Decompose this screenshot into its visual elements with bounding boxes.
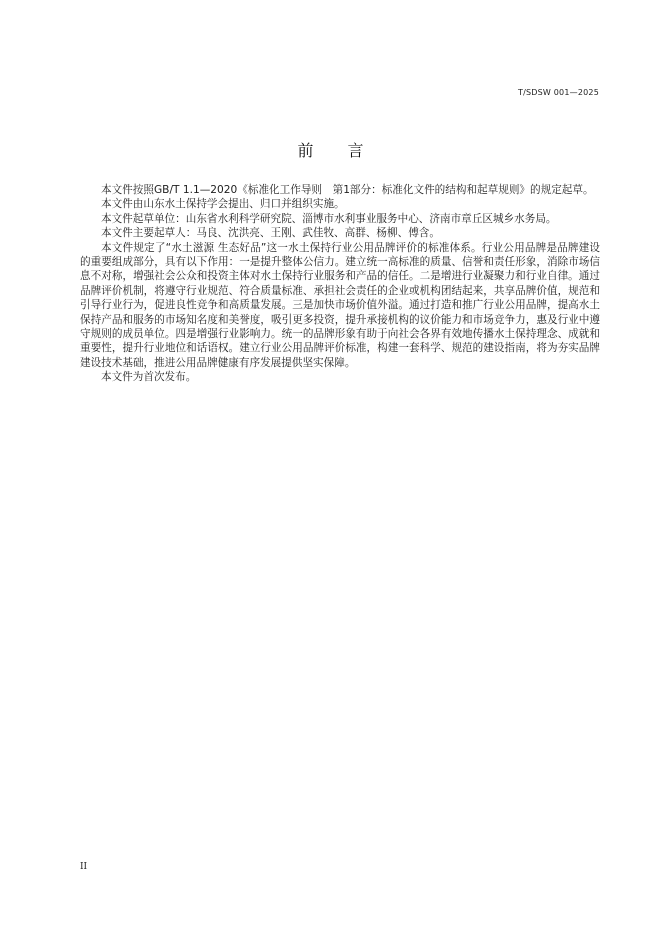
page-number: II — [80, 862, 88, 872]
foreword-body — [80, 183, 600, 385]
paragraph-first-release: 本文件为首次发布。 — [101, 371, 197, 384]
document-code: T/SDSW 001—2025 — [518, 88, 599, 97]
paragraph-proposer: 本文件由山东水土保持学会提出、归口并组织实施。 — [101, 198, 345, 211]
page-title: 前言 — [297, 141, 398, 160]
paragraph-drafting-units: 本文件起草单位：山东省水利科学研究院、淄博市水利事业服务中心、济南市章丘区城乡水务局。 — [101, 212, 557, 225]
paragraph-drafting-rules: 本文件按照GB/T 1.1—2020《标准化工作导则 第1部分：标准化文件的结构和起草规则》的规定起草。 — [101, 184, 594, 196]
paragraph-scope: 本文件规定了“水土滋源 生态好品”这一水土保持行业公用品牌评价的标准体系。行业公用品牌是品牌建设的重要组成部分，具有以下作用：一是提升整体公信力。建立统一高标准的质量、信誉和责任形象，消除市场信息不对称，增强社会公众和投资主体对水土保持行业服务和产品的信任。二是增进行业凝聚力和行业自律。通过品牌评价机制，将遵守行业规范、符合质量标准、承担社会责任的企业或机构团结起来，共享品牌价值，规范和引导行业行为，促进良性竞争和高质量发展。三是加快市场价值外溢。通过打造和推广行业公用品牌，提高水土保持产品和服务的市场知名度和美誉度，吸引更多投资，提升承接机构的议价能力和市场竞争力，惠及行业中遵守规则的成员单位。四是增强行业影响力。统一的品牌形象有助于向社会各界有效地传播水土保持理念、成就和重要性，提升行业地位和话语权。建立行业公用品牌评价标准，构建一套科学、规范的建设指南，将为夯实品牌建设技术基础，推进公用品牌健康有序发展提供坚实保障。 — [80, 241, 600, 369]
paragraph-drafters: 本文件主要起草人：马良、沈洪亮、王刚、武佳牧、高群、杨柳、傅含。 — [101, 227, 440, 240]
